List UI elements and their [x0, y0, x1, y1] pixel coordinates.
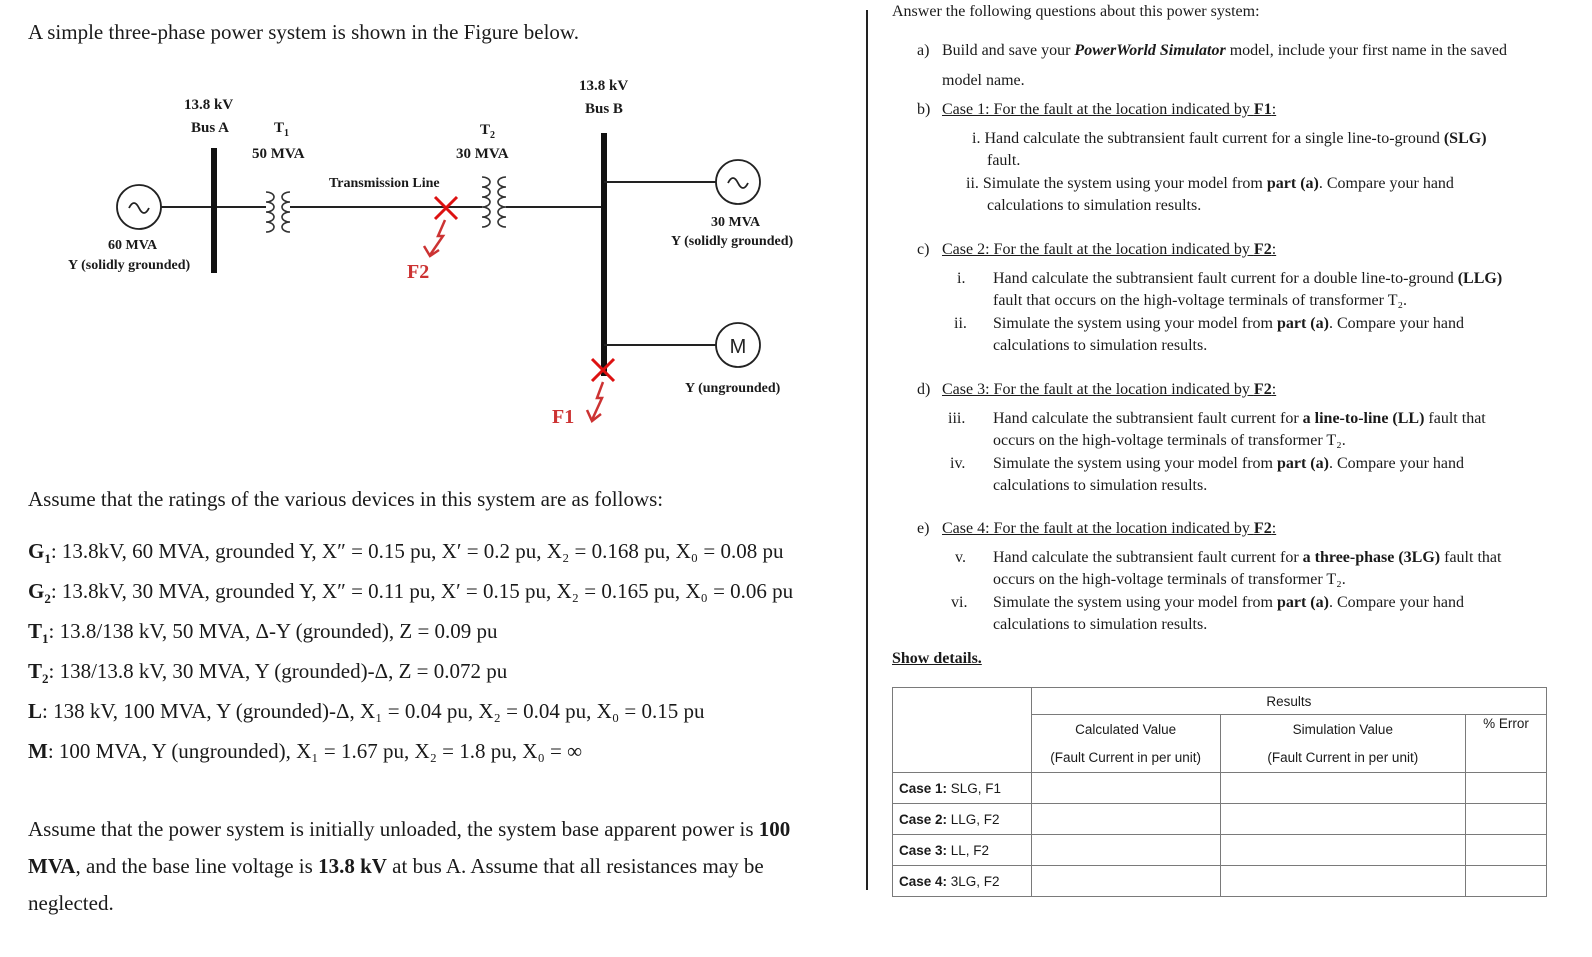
question-b-ii-line-2: calculations to simulation results. — [987, 197, 1202, 214]
question-d-i-mark: iii. — [948, 410, 966, 427]
calc-cell[interactable] — [1031, 835, 1220, 866]
error-cell[interactable] — [1466, 866, 1547, 897]
sim-cell[interactable] — [1220, 773, 1466, 804]
question-c-ii-mark: ii. — [954, 315, 967, 332]
question-e-ii-line-1: Simulate the system using your model from part (a). Compare your hand — [993, 594, 1465, 611]
g1-connection: Y (solidly grounded) — [68, 258, 191, 273]
error-header: % Error — [1466, 715, 1547, 773]
transformer-t2-symbol — [482, 177, 506, 227]
assumption-line-1: Assume that the power system is initially unloaded, the system base apparent power is 100 — [28, 817, 791, 841]
question-c-i-mark: i. — [957, 270, 966, 287]
question-d-i-line-2: occurs on the high-voltage terminals of transformer T₂. — [993, 432, 1346, 449]
g2-rating: 30 MVA — [711, 215, 761, 230]
g2-connection: Y (solidly grounded) — [671, 234, 794, 249]
results-header: Results — [1031, 688, 1546, 715]
t1-label: $T_1$ — [274, 120, 290, 139]
question-d-ii-line-1: Simulate the system using your model from part (a). Compare your hand — [993, 455, 1465, 472]
assumption-line-3: neglected. — [28, 891, 114, 915]
question-d-case: Case 3: For the fault at the location indicated by F2: — [942, 381, 1277, 398]
device-rating-t1: $T_1$: 13.8/138 kV, 50 MVA, Δ-Y (grounded), Z = 0.09 pu — [28, 619, 498, 647]
simulation-value-header: Simulation Value (Fault Current in per unit) — [1220, 715, 1466, 773]
question-c-case: Case 2: For the fault at the location indicated by F2: — [942, 241, 1277, 258]
calc-cell[interactable] — [1031, 866, 1220, 897]
bus-b-kv: 13.8 kV — [579, 78, 629, 94]
calculated-value-header: Calculated Value (Fault Current in per unit) — [1031, 715, 1220, 773]
one-line-diagram — [0, 60, 870, 510]
question-e-i-line-2: occurs on the high-voltage terminals of transformer T₂. — [993, 571, 1346, 588]
error-cell[interactable] — [1466, 773, 1547, 804]
transformer-t1-symbol — [266, 192, 290, 232]
device-rating-line: L: 138 kV, 100 MVA, Y (grounded)-Δ, X₁ = 0.04 pu, X₂ = 0.04 pu, X₀ = 0.15 pu — [28, 699, 705, 723]
error-cell[interactable] — [1466, 835, 1547, 866]
ratings-intro: Assume that the ratings of the various devices in this system are as follows: — [28, 487, 664, 511]
t1-rating: 50 MVA — [252, 146, 305, 162]
g1-rating: 60 MVA — [108, 238, 158, 253]
calc-cell[interactable] — [1031, 773, 1220, 804]
question-e-i-mark: v. — [955, 549, 966, 566]
question-a-line-1: Build and save your PowerWorld Simulator model, include your first name in the saved — [942, 42, 1507, 59]
ac-source-icon — [129, 203, 149, 213]
sim-cell[interactable] — [1220, 804, 1466, 835]
fault-f1-label: F1 — [552, 406, 575, 428]
table-corner-cell — [893, 688, 1032, 773]
question-c-mark: c) — [917, 241, 930, 258]
question-b-i-line-1: i. Hand calculate the subtransient fault current for a single line-to-ground (SLG) — [972, 130, 1487, 147]
sim-cell[interactable] — [1220, 866, 1466, 897]
bus-a-kv: 13.8 kV — [184, 97, 234, 113]
question-d-i-line-1: Hand calculate the subtransient fault current for a line-to-line (LL) fault that — [993, 410, 1486, 427]
table-row: Case 2: LLG, F2 — [893, 804, 1547, 835]
question-e-case: Case 4: For the fault at the location indicated by F2: — [942, 520, 1277, 537]
error-cell[interactable] — [1466, 804, 1547, 835]
fault-f2-label: F2 — [407, 261, 430, 283]
question-e-i-line-1: Hand calculate the subtransient fault current for a three-phase (3LG) fault that — [993, 549, 1502, 566]
column-divider — [866, 10, 868, 890]
question-b-ii-line-1: ii. Simulate the system using your model from part (a). Compare your hand — [966, 175, 1454, 192]
question-e-mark: e) — [917, 520, 930, 537]
question-d-ii-line-2: calculations to simulation results. — [993, 477, 1208, 494]
table-row: Case 3: LL, F2 — [893, 835, 1547, 866]
motor-label: M — [729, 336, 747, 358]
t2-rating: 30 MVA — [456, 146, 509, 162]
question-e-ii-mark: vi. — [951, 594, 968, 611]
sim-cell[interactable] — [1220, 835, 1466, 866]
ac-source-icon — [728, 178, 748, 188]
question-a-mark: a) — [917, 42, 930, 59]
show-details: Show details. — [892, 650, 982, 667]
device-rating-t2: $T_2$: 138/13.8 kV, 30 MVA, Y (grounded)-Δ, Z = 0.072 pu — [28, 659, 508, 687]
question-b-i-line-2: fault. — [987, 152, 1021, 169]
device-rating-g2: $G_2$: 13.8kV, 30 MVA, grounded Y, X″ = 0.11 pu, X′ = 0.15 pu, X₂ = 0.165 pu, X₀ = 0.06 pu — [28, 579, 794, 607]
question-d-mark: d) — [917, 381, 931, 398]
bus-a-name: Bus A — [191, 120, 229, 136]
device-rating-motor: M: 100 MVA, Y (ungrounded), X₁ = 1.67 pu, X₂ = 1.8 pu, X₀ = ∞ — [28, 739, 583, 763]
question-c-ii-line-1: Simulate the system using your model from part (a). Compare your hand — [993, 315, 1465, 332]
question-c-ii-line-2: calculations to simulation results. — [993, 337, 1208, 354]
question-c-i-line-1: Hand calculate the subtransient fault current for a double line-to-ground (LLG) — [993, 270, 1503, 287]
calc-cell[interactable] — [1031, 804, 1220, 835]
question-b-mark: b) — [917, 101, 931, 118]
assumption-line-2: MVA, and the base line voltage is 13.8 kV at bus A. Assume that all resistances may be — [28, 854, 764, 878]
bus-b-name: Bus B — [585, 101, 623, 117]
question-a-line-2: model name. — [942, 72, 1025, 89]
question-e-ii-line-2: calculations to simulation results. — [993, 616, 1208, 633]
device-rating-g1: $G_1$: 13.8kV, 60 MVA, grounded Y, X″ = 0.15 pu, X′ = 0.2 pu, X₂ = 0.168 pu, X₀ = 0.08 pu — [28, 539, 784, 567]
fault-f1-arrow — [592, 382, 603, 420]
question-d-ii-mark: iv. — [950, 455, 966, 472]
table-row: Case 1: SLG, F1 — [893, 773, 1547, 804]
line-label: Transmission Line — [329, 176, 440, 191]
table-row: Case 4: 3LG, F2 — [893, 866, 1547, 897]
results-table — [892, 687, 1547, 897]
question-b-case: Case 1: For the fault at the location indicated by F1: — [942, 101, 1277, 118]
t2-label: $T_2$ — [480, 122, 496, 141]
question-c-i-line-2: fault that occurs on the high-voltage terminals of transformer T₂. — [993, 292, 1408, 309]
questions-header: Answer the following questions about this power system: — [892, 3, 1260, 20]
intro-text: A simple three-phase power system is shown in the Figure below. — [28, 20, 579, 44]
motor-connection: Y (ungrounded) — [685, 381, 781, 396]
